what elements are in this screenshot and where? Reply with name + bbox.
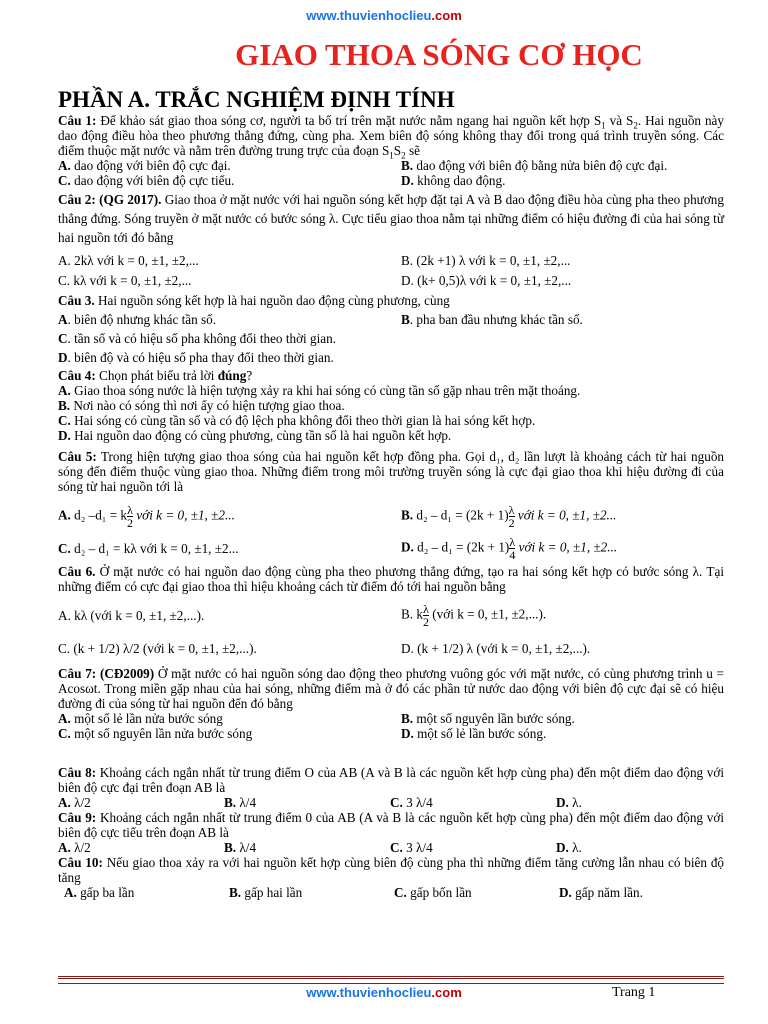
question-9-label: Câu 9: [58, 810, 97, 825]
option-d: D. một số lẻ lần bước sóng. [401, 726, 547, 741]
option-b: B. dao động với biên độ bằng nửa biên độ cực đại. [401, 158, 668, 173]
option-b: B. Nơi nào có sóng thì nơi ấy có hiện tượng giao thoa. [58, 398, 345, 413]
question-2-options-row-2 [58, 271, 724, 291]
option-d: D. λ. [556, 840, 582, 855]
question-2-label: Câu 2: (QG 2017). [58, 192, 162, 207]
question-3-label: Câu 3. [58, 293, 95, 308]
header-site-link[interactable] [0, 8, 768, 23]
question-7-options-row-1 [58, 711, 724, 726]
question-3 [58, 291, 724, 367]
question-2-text: Câu 2: (QG 2017). Giao thoa ở mặt nước với hai nguồn sóng kết hợp đặt tại A và B dao động điều hòa cùng pha theo phương thẳng đứng. Sóng truyền ở mặt nước có bước sóng λ. Cực tiểu giao thoa nằm tại những điểm có hiệu đường đi của hai sóng từ hai nguồn tới đó bằng [58, 192, 724, 245]
option-a: A. dao động với biên độ cực đại. [58, 158, 231, 173]
option-a: A. kλ (với k = 0, ±1, ±2,...). [58, 607, 205, 623]
page-number: Trang 1 [612, 985, 656, 1000]
option-a: A. biên độ nhưng khác tần số. [58, 312, 217, 327]
site-name: www.thuvienhoclieu [306, 8, 432, 23]
question-7-text: Câu 7: (CĐ2009) Ở mặt nước có hai nguồn sóng dao động theo phương vuông góc với mặt nước, có cùng phương trình u = Acosωt. Trong miền gặp nhau của hai sóng, những điểm mà ở đó các phần tử nước dao động với biên độ cực đại sẽ có hiệu đường đi của sóng từ hai nguồn đến đó bằng [58, 666, 724, 711]
option-c: C. (k + 1/2) λ/2 (với k = 0, ±1, ±2,...). [58, 640, 257, 656]
question-8-label: Câu 8: [58, 765, 97, 780]
question-7-options-row-2 [58, 726, 724, 741]
option-d: D. d₂ – d₁ = (2k + 1) $\frac{\lambda}{4}$ với k = 0, ±1, ±2... [401, 534, 618, 562]
question-6-options-row-2 [58, 630, 724, 666]
option-d: D. Hai nguồn dao động có cùng phương, cùng tần số là hai nguồn kết hợp. [58, 428, 452, 443]
option-b: B. một số nguyên lần bước sóng. [401, 711, 575, 726]
question-6-label: Câu 6. [58, 564, 96, 579]
question-4-text: Câu 4: Chọn phát biểu trả lời đúng? [58, 368, 253, 383]
question-8-text: Câu 8: Khoảng cách ngắn nhất từ trung điểm O của AB (A và B là các nguồn kết hợp cùng pha) đến một điểm dao động với biên độ cực đại trên đoạn AB là [58, 765, 725, 795]
option-c: C. 3 λ/4 [390, 840, 433, 855]
site-name: www.thuvienhoclieu [306, 985, 432, 1000]
question-1-label: Câu 1: [58, 113, 97, 128]
question-1 [58, 113, 724, 188]
option-c: C. d₂ – d₁ = kλ với k = 0, ±1, ±2... [58, 540, 239, 556]
question-8-options [58, 795, 724, 810]
option-d: D. (k + 1/2) λ (với k = 0, ±1, ±2,...). [401, 640, 591, 656]
question-7 [58, 666, 724, 741]
question-1-text: Câu 1: Để khảo sát giao thoa sóng cơ, người ta bố trí trên mặt nước nằm ngang hai nguồn kết hợp $S_1$ và $S_2$. Hai nguồn này dao động điều hòa theo phương thẳng đứng, cùng pha. Xem biên độ sóng không thay đổi trong quá trình truyền sóng. Các điểm thuộc mặt nước và nằm trên đường trung trực của đoạn $S_1S_2$ sẽ [58, 113, 725, 161]
document-title: GIAO THOA SÓNG CƠ HỌC [235, 37, 643, 72]
option-d: D. λ. [556, 795, 582, 810]
question-1-options-row-1 [58, 158, 724, 173]
option-c: C. 3 λ/4 [390, 795, 433, 810]
option-a: A. λ/2 [58, 795, 91, 810]
question-9-text: Câu 9: Khoảng cách ngắn nhất từ trung điểm 0 của AB (A và B là các nguồn kết hợp cùng pha) đến một điểm dao động với biên độ cực tiểu trên đoạn AB là [58, 810, 725, 840]
option-a: A. 2kλ với k = 0, ±1, ±2,... [58, 253, 199, 268]
question-5-options-row-1 [58, 500, 724, 532]
option-d: D. gấp năm lần. [559, 885, 643, 900]
question-4 [58, 368, 724, 443]
option-c: C. dao động với biên độ cực tiểu. [58, 173, 235, 188]
question-1-options-row-2 [58, 173, 724, 188]
question-8 [58, 765, 724, 810]
question-10-options [58, 885, 724, 900]
question-list [58, 113, 724, 900]
question-9-options [58, 840, 724, 855]
question-3-options-row-1 [58, 310, 724, 329]
option-d: D. không dao động. [401, 173, 506, 188]
question-6-text: Câu 6. Ở mặt nước có hai nguồn dao động cùng pha theo phương thẳng đứng, tạo ra hai sóng kết hợp có bước sóng λ. Tại những điểm có cực đại giao thoa thì hiệu khoảng cách từ điểm đó tới hai nguồn bằng [58, 564, 724, 594]
question-7-label: Câu 7: (CĐ2009) [58, 666, 155, 681]
option-a: A. d₂ –d₁ = k $\frac{\lambda}{2}$ với k = 0, ±1, ±2... [58, 502, 235, 530]
option-d: D. (k+ 0,5)λ với k = 0, ±1, ±2,... [401, 273, 572, 288]
option-a: A. một số lẻ lần nửa bước sóng [58, 711, 223, 726]
question-5-options-row-2 [58, 532, 724, 564]
question-10 [58, 855, 724, 900]
question-10-label: Câu 10: [58, 855, 103, 870]
question-2-options-row-1 [58, 251, 724, 271]
site-tld: .com [431, 8, 462, 23]
question-6-options-row-1 [58, 600, 724, 630]
question-5 [58, 449, 724, 564]
question-3-text: Câu 3. Hai nguồn sóng kết hợp là hai nguồn dao động cùng phương, cùng [58, 293, 450, 308]
option-c: C. tần số và có hiệu số pha không đổi theo thời gian. [58, 331, 337, 346]
option-a: A. gấp ba lần [64, 885, 135, 900]
option-c: C. kλ với k = 0, ±1, ±2,... [58, 273, 192, 288]
footer-divider [58, 976, 724, 984]
question-6 [58, 564, 724, 666]
option-d: D. biên độ và có hiệu số pha thay đổi theo thời gian. [58, 350, 334, 365]
option-b: B. gấp hai lần [229, 885, 303, 900]
option-b: B. pha ban đầu nhưng khác tần số. [401, 312, 583, 327]
option-b: B. λ/4 [224, 840, 257, 855]
option-c: C. Hai sóng có cùng tần số và có độ lệch pha không đổi theo thời gian là hai sóng kết hợp. [58, 413, 536, 428]
question-10-text: Câu 10: Nếu giao thoa xảy ra với hai nguồn kết hợp cùng biên độ cùng pha thì những điểm tăng cường lẫn nhau có biên độ tăng [58, 855, 725, 885]
option-b: B. k $\frac{\lambda}{2}$ (với k = 0, ±1, ±2,...). [401, 601, 547, 629]
option-a: A. Giao thoa sóng nước là hiện tượng xảy ra khi hai sóng có cùng tần số gặp nhau trên mặt thoáng. [58, 383, 581, 398]
site-tld: .com [431, 985, 462, 1000]
option-b: B. d₂ – d₁ = (2k + 1) $\frac{\lambda}{2}$ với k = 0, ±1, ±2... [401, 502, 617, 530]
question-5-label: Câu 5: [58, 449, 97, 464]
question-2 [58, 190, 724, 291]
part-heading: PHẦN A. TRẮC NGHIỆM ĐỊNH TÍNH [58, 87, 455, 112]
option-a: A. λ/2 [58, 840, 91, 855]
option-c: C. một số nguyên lần nửa bước sóng [58, 726, 253, 741]
question-4-label: Câu 4: [58, 368, 96, 383]
option-b: B. (2k +1) λ với k = 0, ±1, ±2,... [401, 253, 571, 268]
question-5-text: Câu 5: Trong hiện tượng giao thoa sóng của hai nguồn kết hợp đồng pha. Gọi d₁, d₂ lần lượt là khoảng cách từ hai nguồn sóng đến điểm thuộc vùng giao thoa. Những điểm trong môi trường truyền sóng là cực đại giao thoa khi hiệu đường đi của sóng từ hai nguồn tới là [58, 449, 725, 494]
option-c: C. gấp bốn lần [394, 885, 472, 900]
option-b: B. λ/4 [224, 795, 257, 810]
question-9 [58, 810, 724, 855]
